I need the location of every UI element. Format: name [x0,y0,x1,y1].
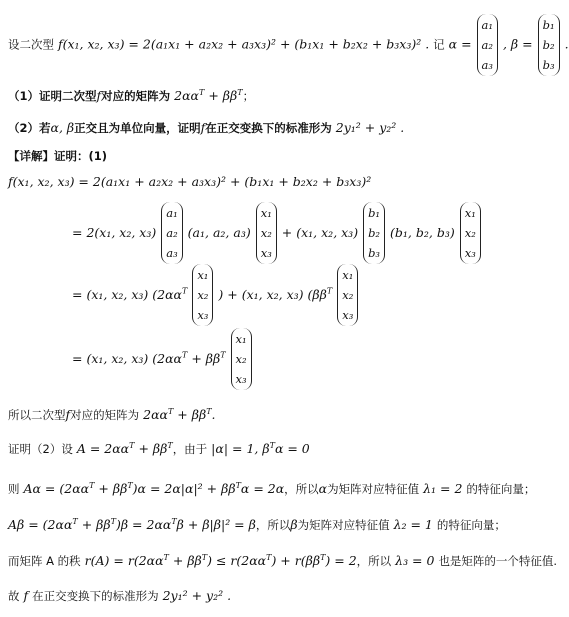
alpha-label: α = [448,36,472,52]
solution-line-3: = (x₁, x₂, x₃) ($2\alpha\alpha^T$ x₁ x₂ x₃ ) + (x₁, x₂, x₃) ($\beta\beta^T$ x₁ x₂ x₃ [72,264,359,326]
solution-header: 【详解】证明：(1) [8,149,108,163]
intro-note: 记 [433,37,445,52]
b-column-vector: b₁ b₂ b₃ [363,202,385,264]
beta-column-vector: b₁ b₂ b₃ [538,14,560,76]
solution-line-2: = 2(x₁, x₂, x₃) a₁ a₂ a₃ (a₁, a₂, a₃) x₁ x₂ x₃ + (x₁, x₂, x₃) b₁ b₂ b₃ (b₁, b₂, b₃) x₁ x₂ x₃ [72,202,482,264]
solution-line-1: f(x₁, x₂, x₃) = 2(a₁x₁ + a₂x₂ + a₃x₃)² + (b₁x₁ + b₂x₂ + b₃x₃)² [8,174,372,189]
solution-line-4: = (x₁, x₂, x₃) ($2\alpha\alpha^T + \beta\beta^T$ x₁ x₂ x₃ [72,328,253,390]
part1-statement: （1）证明二次型f对应的矩阵为 $2\alpha\alpha^T + \beta\beta^T$； [8,88,255,104]
alpha-column-vector: a₁ a₂ a₃ [477,14,498,76]
x-column-vector: x₁ x₂ x₃ [460,202,481,264]
x-column-vector: x₁ x₂ x₃ [192,264,213,326]
proof-2-setup: 证明（2）设 $A = 2\alpha\alpha^T + \beta\beta^T$，由于 |α| = 1, $\beta^T\alpha = 0$ [8,441,310,457]
final-conclusion: 故 f 在正交变换下的标准形为 2y₁² + y₂² . [8,588,232,603]
beta-label: , β = [502,36,533,52]
a-column-vector: a₁ a₂ a₃ [161,202,182,264]
x-column-vector: x₁ x₂ x₃ [231,328,252,390]
quadratic-form: f(x₁, x₂, x₃) = 2(a₁x₁ + a₂x₂ + a₃x₃)² + (b₁x₁ + b₂x₂ + b₃x₃)² . [57,36,430,52]
part2-statement: （2）若α, β正交且为单位向量，证明f在正交变换下的标准形为 2y₁² + y₂² . [8,120,405,135]
intro-prefix: 设二次型 [8,37,54,52]
x-column-vector: x₁ x₂ x₃ [337,264,358,326]
rank-argument: 而矩阵 A 的秩 $r(A) = r(2\alpha\alpha^T + \beta\beta^T) \le r(2\alpha\alpha^T) + r(\beta\beta^T) = 2$，所以 λ₃ = 0 也是矩阵的一个特征值. [8,553,558,569]
problem-intro: 设二次型 f(x₁, x₂, x₃) = 2(a₁x₁ + a₂x₂ + a₃x₃)² + (b₁x₁ + b₂x₂ + b₃x₃)² . 记 α = a₁ a₂ a₃ , β = b₁ b₂ b₃ . [8,14,569,76]
conclusion-1: 所以二次型f对应的矩阵为 $2\alpha\alpha^T + \beta\beta^T$. [8,407,216,423]
eigen-alpha: 则 $A\alpha = (2\alpha\alpha^T + \beta\beta^T)\alpha = 2\alpha|\alpha|^2 + \beta\beta^T\alpha = 2\alpha$，所以α为矩阵对应特征值 λ₁ = 2 的特征向量； [8,481,536,497]
x-column-vector: x₁ x₂ x₃ [256,202,277,264]
eigen-beta: $A\beta = (2\alpha\alpha^T + \beta\beta^T)\beta = 2\alpha\alpha^T\beta + \beta|\beta|^2 = \beta$，所以β为矩阵对应特征值 λ₂ = 1 的特征向量； [8,517,506,533]
